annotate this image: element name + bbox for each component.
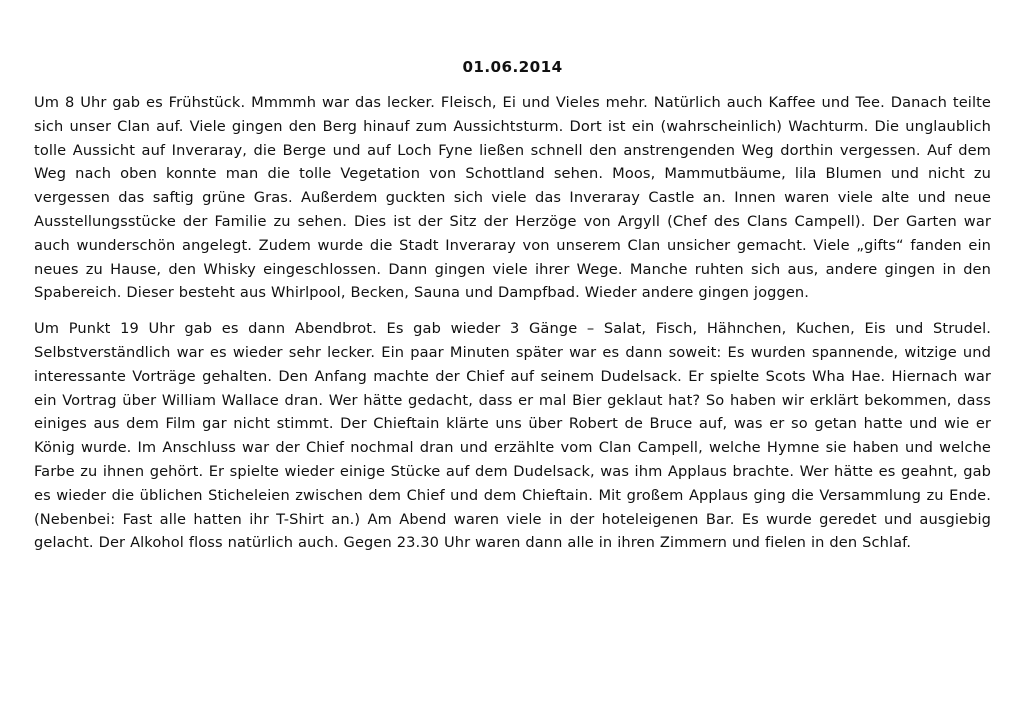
document-page	[34, 56, 991, 567]
document-date: 01.06.2014	[462, 58, 563, 76]
paragraph-evening: Um Punkt 19 Uhr gab es dann Abendbrot. Es gab wieder 3 Gänge – Salat, Fisch, Hähnchen, Kuchen, Eis und Strudel. Selbstverständlich war es wieder sehr lecker. Ein paar Minuten später war es dann soweit: Es wurden spannende, witzige und interessante Vorträge gehalten. Den Anfang machte der Chief auf seinem Dudelsack. Er spielte Scots Wha Hae. Hiernach war ein Vortrag über William Wallace dran. Wer hätte gedacht, dass er mal Bier geklaut hat? So haben wir erklärt bekommen, dass einiges aus dem Film gar nicht stimmt. Der Chieftain klärte uns über Robert de Bruce auf, was er so getan hatte und wie er König wurde. Im Anschluss war der Chief nochmal dran und erzählte vom Clan Campell, welche Hymne sie haben und welche Farbe zu ihnen gehört. Er spielte wieder einige Stücke auf dem Dudelsack, was ihm Applaus brachte. Wer hätte es geahnt, gab es wieder die üblichen Sticheleien zwischen dem Chief und dem Chieftain. Mit großem Applaus ging die Versammlung zu Ende. (Nebenbei: Fast alle hatten ihr T-Shirt an.) Am Abend waren viele in der hoteleigenen Bar. Es wurde geredet und ausgiebig gelacht. Der Alkohol floss natürlich auch. Gegen 23.30 Uhr waren dann alle in ihren Zimmern und fielen in den Schlaf.	[34, 320, 991, 552]
paragraph-morning: Um 8 Uhr gab es Frühstück. Mmmmh war das lecker. Fleisch, Ei und Vieles mehr. Natürlich auch Kaffee und Tee. Danach teilte sich unser Clan auf. Viele gingen den Berg hinauf zum Aussichtsturm. Dort ist ein (wahrscheinlich) Wachturm. Die unglaublich tolle Aussicht auf Inveraray, die Berge und auf Loch Fyne ließen schnell den anstrengenden Weg dorthin vergessen. Auf dem Weg nach oben konnte man die tolle Vegetation von Schottland sehen. Moos, Mammutbäume, lila Blumen und nicht zu vergessen das saftig grüne Gras. Außerdem guckten sich viele das Inveraray Castle an. Innen waren viele alte und neue Ausstellungsstücke der Familie zu sehen. Dies ist der Sitz der Herzöge von Argyll (Chef des Clans Campell). Der Garten war auch wunderschön angelegt. Zudem wurde die Stadt Inveraray von unserem Clan unsicher gemacht. Viele „gifts“ fanden ein neues zu Hause, den Whisky eingeschlossen. Dann gingen viele ihrer Wege. Manche ruhten sich aus, andere gingen in den Spabereich. Dieser besteht aus Whirlpool, Becken, Sauna und Dampfbad. Wieder andere gingen joggen.	[34, 94, 991, 302]
